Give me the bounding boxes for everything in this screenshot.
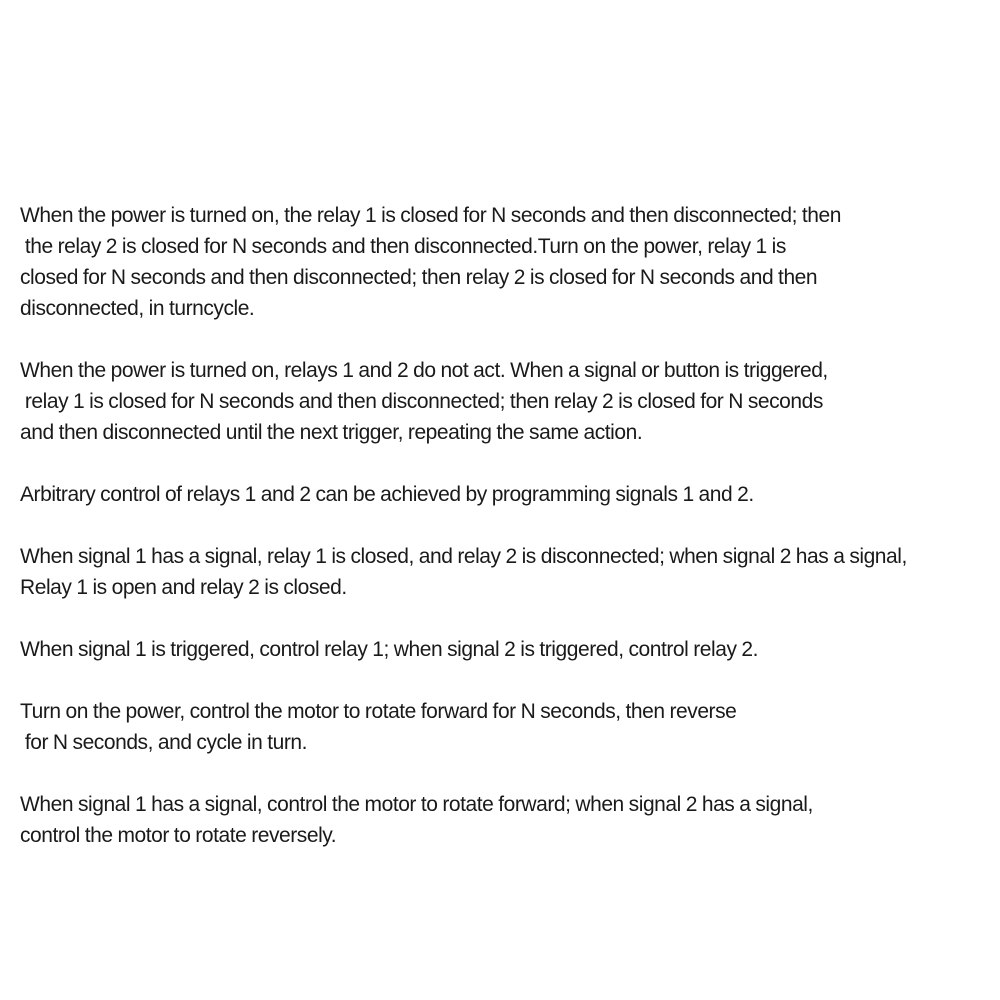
paragraph-signal-interlock xyxy=(20,541,995,603)
text-line: closed for N seconds and then disconnected; then relay 2 is closed for N seconds and then xyxy=(20,266,818,289)
text-line: Relay 1 is open and relay 2 is closed. xyxy=(20,576,347,599)
paragraph-trigger-sequence xyxy=(20,355,995,448)
text-line: for N seconds, and cycle in turn. xyxy=(20,731,308,754)
text-line: When signal 1 has a signal, relay 1 is closed, and relay 2 is disconnected; when signal 2 has a signal, xyxy=(20,545,907,568)
text-line: When the power is turned on, the relay 1 is closed for N seconds and then disconnected; then xyxy=(20,204,841,227)
text-line: disconnected, in turncycle. xyxy=(20,297,255,320)
text-line: Turn on the power, control the motor to rotate forward for N seconds, then reverse xyxy=(20,700,737,723)
paragraph-motor-signal-control xyxy=(20,789,995,851)
text-line: relay 1 is closed for N seconds and then disconnected; then relay 2 is closed for N seconds xyxy=(20,390,823,413)
text-line: the relay 2 is closed for N seconds and then disconnected.Turn on the power, relay 1 is xyxy=(20,235,786,258)
relay-mode-descriptions xyxy=(20,200,995,882)
text-line: control the motor to rotate reversely. xyxy=(20,824,337,847)
text-line: When signal 1 has a signal, control the motor to rotate forward; when signal 2 has a signal, xyxy=(20,793,813,816)
paragraph-motor-cycle xyxy=(20,696,995,758)
paragraph-power-on-cycle xyxy=(20,200,995,324)
text-line: When signal 1 is triggered, control relay 1; when signal 2 is triggered, control relay 2. xyxy=(20,638,759,661)
paragraph-arbitrary-control xyxy=(20,479,995,510)
text-line: When the power is turned on, relays 1 and 2 do not act. When a signal or button is triggered, xyxy=(20,359,828,382)
text-line: and then disconnected until the next trigger, repeating the same action. xyxy=(20,421,643,444)
paragraph-signal-toggle xyxy=(20,634,995,665)
text-line: Arbitrary control of relays 1 and 2 can be achieved by programming signals 1 and 2. xyxy=(20,483,754,506)
